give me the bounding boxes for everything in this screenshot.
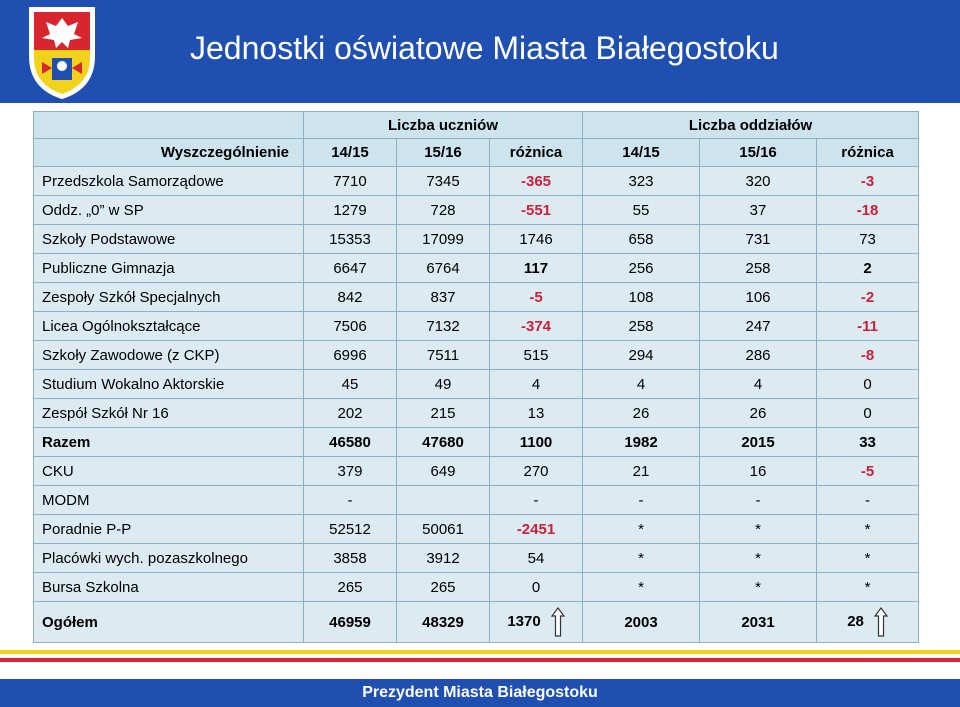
cell-cdiff: -2 — [817, 283, 919, 312]
column-header-row — [34, 139, 919, 167]
total-cdiff: 28 — [847, 612, 864, 630]
cell-cdiff: -3 — [817, 167, 919, 196]
cell-cdiff: * — [817, 544, 919, 573]
cell-s1415: 7506 — [304, 312, 397, 341]
cell-s1415: - — [304, 486, 397, 515]
cell-c1516: 37 — [700, 196, 817, 225]
table-row — [34, 254, 919, 283]
cell-sdiff: -365 — [490, 167, 583, 196]
cell-sdiff: -5 — [490, 283, 583, 312]
cell-s1415: 842 — [304, 283, 397, 312]
cell-c1415: - — [583, 486, 700, 515]
cell-sdiff: 13 — [490, 399, 583, 428]
cell-c1415: 294 — [583, 341, 700, 370]
cell-c1516: 2015 — [700, 428, 817, 457]
row-label: Placówki wych. pozaszkolnego — [34, 544, 304, 573]
cell-sdiff: -551 — [490, 196, 583, 225]
column-header-s1415: 14/15 — [304, 139, 397, 167]
cell-cdiff: - — [817, 486, 919, 515]
cell-c1415: * — [583, 573, 700, 602]
table-row — [34, 370, 919, 399]
cell-sdiff: -374 — [490, 312, 583, 341]
cell-sdiff: 54 — [490, 544, 583, 573]
cell-sdiff: 117 — [490, 254, 583, 283]
cell-c1415: 258 — [583, 312, 700, 341]
cell-sdiff: 515 — [490, 341, 583, 370]
cell-cdiff: -18 — [817, 196, 919, 225]
header-corner — [34, 112, 304, 139]
cell-c1415: 21 — [583, 457, 700, 486]
statistics-table-container — [33, 111, 918, 643]
cell-c1415: 323 — [583, 167, 700, 196]
cell-s1415: 15353 — [304, 225, 397, 254]
cell-cdiff: * — [817, 573, 919, 602]
cell-c1516: * — [700, 544, 817, 573]
cell-c1415: 55 — [583, 196, 700, 225]
table-row — [34, 399, 919, 428]
row-label: Bursa Szkolna — [34, 573, 304, 602]
table-body — [34, 167, 919, 602]
table-row — [34, 457, 919, 486]
cell-c1516: 26 — [700, 399, 817, 428]
cell-s1516: 50061 — [397, 515, 490, 544]
footer-bar — [0, 679, 960, 707]
row-label: Licea Ogólnokształcące — [34, 312, 304, 341]
cell-s1415: 6996 — [304, 341, 397, 370]
up-arrow-icon — [551, 607, 565, 637]
cell-s1516: 7511 — [397, 341, 490, 370]
cell-sdiff: - — [490, 486, 583, 515]
cell-sdiff: -2451 — [490, 515, 583, 544]
statistics-table — [33, 111, 919, 643]
row-label: Zespoły Szkół Specjalnych — [34, 283, 304, 312]
table-row — [34, 196, 919, 225]
cell-s1516: 49 — [397, 370, 490, 399]
coat-of-arms-icon — [26, 4, 98, 100]
table-row — [34, 544, 919, 573]
cell-sdiff: 0 — [490, 573, 583, 602]
cell-cdiff: 2 — [817, 254, 919, 283]
total-sdiff: 1370 — [507, 612, 541, 630]
cell-c1415: 4 — [583, 370, 700, 399]
table-row — [34, 283, 919, 312]
table-row — [34, 486, 919, 515]
cell-cdiff: 73 — [817, 225, 919, 254]
total-s1415: 46959 — [304, 602, 397, 643]
cell-s1415: 3858 — [304, 544, 397, 573]
cell-cdiff: 0 — [817, 370, 919, 399]
column-header-name: Wyszczególnienie — [34, 139, 304, 167]
cell-s1516: 7345 — [397, 167, 490, 196]
total-c1415: 2003 — [583, 602, 700, 643]
cell-c1415: 256 — [583, 254, 700, 283]
cell-s1516: 6764 — [397, 254, 490, 283]
cell-cdiff: -8 — [817, 341, 919, 370]
cell-s1516: 728 — [397, 196, 490, 225]
cell-s1516: 47680 — [397, 428, 490, 457]
header-banner — [0, 0, 960, 103]
cell-cdiff: * — [817, 515, 919, 544]
cell-c1415: 658 — [583, 225, 700, 254]
group-header-classes: Liczba oddziałów — [583, 112, 919, 139]
cell-c1415: 1982 — [583, 428, 700, 457]
cell-c1516: 731 — [700, 225, 817, 254]
cell-c1516: 16 — [700, 457, 817, 486]
group-header-students: Liczba uczniów — [304, 112, 583, 139]
cell-sdiff: 1100 — [490, 428, 583, 457]
cell-c1516: * — [700, 515, 817, 544]
cell-s1516: 215 — [397, 399, 490, 428]
cell-s1516: 7132 — [397, 312, 490, 341]
table-row — [34, 428, 919, 457]
row-label: Publiczne Gimnazja — [34, 254, 304, 283]
cell-s1415: 202 — [304, 399, 397, 428]
cell-s1415: 379 — [304, 457, 397, 486]
cell-c1415: * — [583, 544, 700, 573]
table-row — [34, 312, 919, 341]
row-label: Studium Wokalno Aktorskie — [34, 370, 304, 399]
cell-s1516: 3912 — [397, 544, 490, 573]
total-sdiff-cell — [490, 602, 583, 643]
cell-c1415: 26 — [583, 399, 700, 428]
total-c1516: 2031 — [700, 602, 817, 643]
cell-s1415: 1279 — [304, 196, 397, 225]
column-header-cdiff: różnica — [817, 139, 919, 167]
table-row — [34, 341, 919, 370]
cell-c1516: 4 — [700, 370, 817, 399]
cell-c1415: 108 — [583, 283, 700, 312]
row-label: Poradnie P-P — [34, 515, 304, 544]
column-header-sdiff: różnica — [490, 139, 583, 167]
cell-s1516: 649 — [397, 457, 490, 486]
white-gap — [0, 662, 960, 679]
cell-s1415: 52512 — [304, 515, 397, 544]
table-row — [34, 573, 919, 602]
cell-cdiff: 33 — [817, 428, 919, 457]
cell-s1516: 17099 — [397, 225, 490, 254]
table-row — [34, 167, 919, 196]
total-s1516: 48329 — [397, 602, 490, 643]
cell-s1415: 7710 — [304, 167, 397, 196]
cell-cdiff: -11 — [817, 312, 919, 341]
cell-cdiff: -5 — [817, 457, 919, 486]
cell-c1516: 247 — [700, 312, 817, 341]
row-label: Przedszkola Samorządowe — [34, 167, 304, 196]
cell-sdiff: 270 — [490, 457, 583, 486]
cell-s1415: 6647 — [304, 254, 397, 283]
column-header-s1516: 15/16 — [397, 139, 490, 167]
footer-text: Prezydent Miasta Białegostoku — [362, 684, 598, 701]
row-label: CKU — [34, 457, 304, 486]
cell-c1516: 320 — [700, 167, 817, 196]
page-title: Jednostki oświatowe Miasta Białegostoku — [190, 30, 779, 66]
table-row — [34, 515, 919, 544]
cell-c1516: - — [700, 486, 817, 515]
cell-c1516: 106 — [700, 283, 817, 312]
cell-c1415: * — [583, 515, 700, 544]
cell-sdiff: 1746 — [490, 225, 583, 254]
cell-c1516: * — [700, 573, 817, 602]
total-row — [34, 602, 919, 643]
cell-sdiff: 4 — [490, 370, 583, 399]
column-header-c1516: 15/16 — [700, 139, 817, 167]
cell-s1516: 265 — [397, 573, 490, 602]
row-label: MODM — [34, 486, 304, 515]
table-row — [34, 225, 919, 254]
cell-s1415: 265 — [304, 573, 397, 602]
row-label: Szkoły Zawodowe (z CKP) — [34, 341, 304, 370]
cell-s1516: 837 — [397, 283, 490, 312]
up-arrow-icon — [874, 607, 888, 637]
row-label: Oddz. „0” w SP — [34, 196, 304, 225]
cell-cdiff: 0 — [817, 399, 919, 428]
row-label: Zespół Szkół Nr 16 — [34, 399, 304, 428]
cell-c1516: 258 — [700, 254, 817, 283]
row-label: Szkoły Podstawowe — [34, 225, 304, 254]
cell-s1516 — [397, 486, 490, 515]
group-header-row — [34, 112, 919, 139]
cell-c1516: 286 — [700, 341, 817, 370]
total-cdiff-cell — [817, 602, 919, 643]
row-label: Razem — [34, 428, 304, 457]
total-label: Ogółem — [34, 602, 304, 643]
cell-s1415: 45 — [304, 370, 397, 399]
cell-s1415: 46580 — [304, 428, 397, 457]
column-header-c1415: 14/15 — [583, 139, 700, 167]
